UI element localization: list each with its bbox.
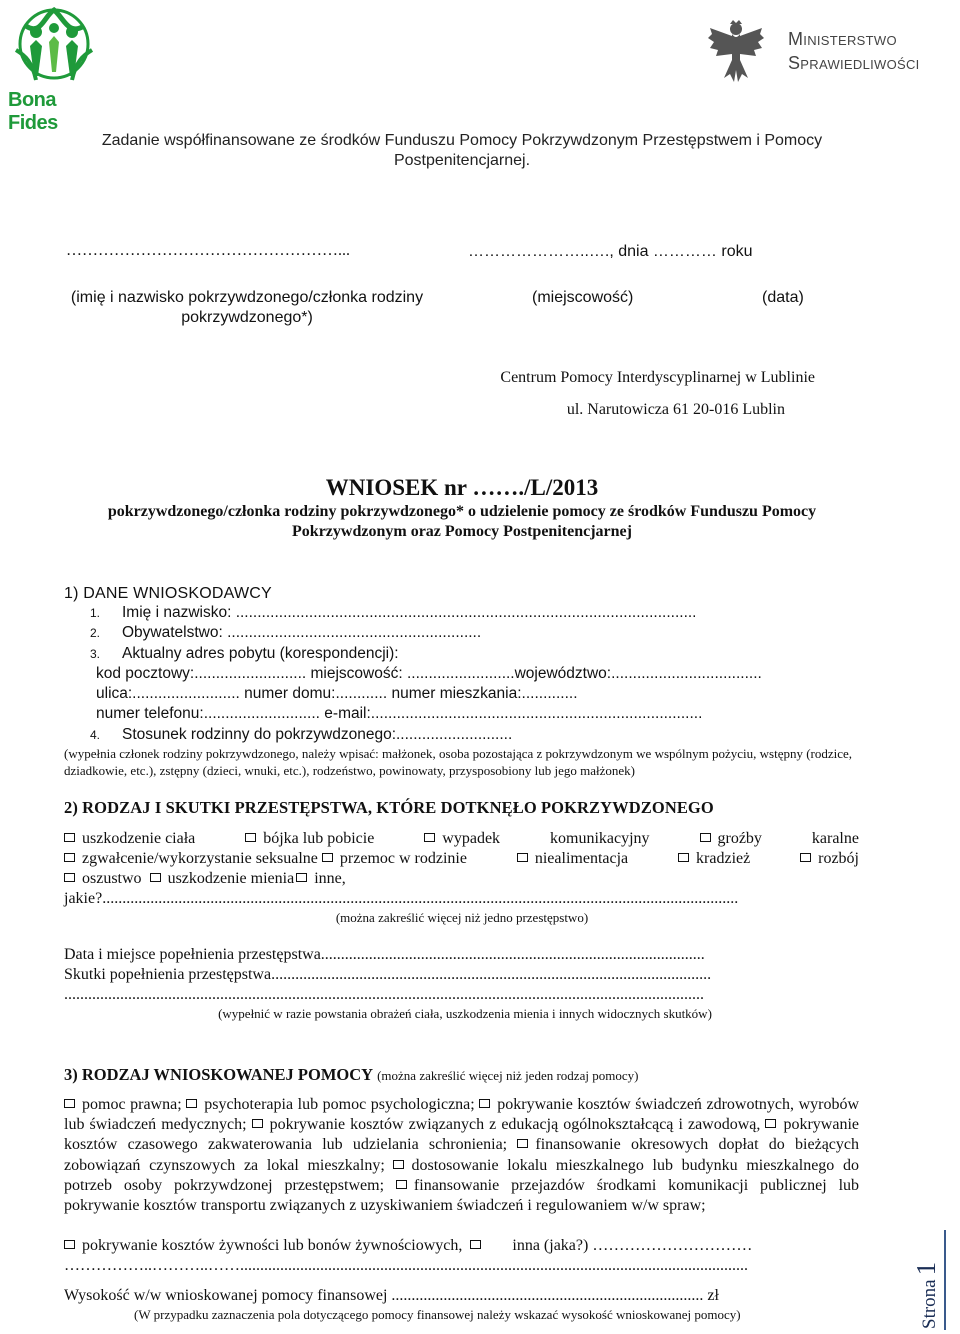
offence-row-3 xyxy=(64,869,346,889)
applicant-name-field: Imię i nazwisko: ........................................................................................................... xyxy=(122,604,697,621)
people-icon xyxy=(6,6,102,84)
form-title: WNIOSEK nr ……./L/2013 xyxy=(325,475,599,500)
list-number: 2. xyxy=(90,626,101,641)
offence-option[interactable]: niealimentacja xyxy=(517,849,628,869)
checkbox[interactable] xyxy=(64,1240,75,1249)
phone-email-field[interactable]: numer telefonu:........................... e-mail:............................................................................. xyxy=(96,705,703,723)
offence-option[interactable]: uszkodzenie ciała xyxy=(64,829,195,849)
help-option[interactable]: finansowanie okresowych dopłat do bieżących zobowiązań czynszowych za lokal mieszkalny; xyxy=(64,1136,860,1174)
place-caption: (miejscowość) xyxy=(532,289,634,306)
checkbox[interactable] xyxy=(517,853,528,862)
offence-option[interactable]: inne, xyxy=(294,870,346,887)
bona-fides-logo xyxy=(6,6,102,134)
offence-option[interactable]: groźby xyxy=(700,829,762,849)
date-caption: (data) xyxy=(762,289,804,306)
cofinance-note: Zadanie współfinansowane ze środków Funduszu Pomocy Pokrzywdzonym Przestępstwem i Pomocy Postpenitencjarnej. xyxy=(101,132,823,169)
section3-heading-note: (można zakreślić więcej niż jeden rodzaj pomocy) xyxy=(377,1068,639,1083)
amount-hint: (W przypadku zaznaczenia pola dotyczącego pomocy finansowej należy wskazać wysokość wnioskowanej pomocy) xyxy=(134,1307,741,1322)
ministry-name-line2: Sprawiedliwości xyxy=(788,53,920,73)
address-label: Aktualny adres pobytu (korespondencji): xyxy=(122,644,399,662)
bona-fides-logo-text: Bona Fides xyxy=(8,89,58,134)
help-option-other[interactable]: inna (jaka?) ………………………… xyxy=(512,1237,753,1254)
amount-field[interactable]: Wysokość w/w wnioskowanej pomocy finansowej .............................................................................. zł xyxy=(64,1287,719,1304)
postal-city-region-field[interactable]: kod pocztowy:.......................... miejscowość: .........................województwo:................................... xyxy=(96,664,762,682)
list-item[interactable] xyxy=(64,623,864,643)
help-option[interactable]: pokrywanie kosztów świadczeń zdrowotnych, wyrobów lub świadczeń medycznych; xyxy=(64,1096,860,1134)
relationship-note: (wypełnia członek rodziny pokrzywdzonego, należy wpisać: małżonek, osoba pozostająca z pokrzywdzonym we wspólnym pożyciu, wstępny (rodzice, dziadkowie, etc.), zstępny (dzieci, wnuki, etc.), rodzeństwo, powinowaty, przysposobiony lub jego małżonek) xyxy=(64,746,853,778)
checkbox[interactable] xyxy=(396,1180,407,1189)
offence-row-2 xyxy=(64,849,859,869)
checkbox[interactable] xyxy=(322,853,333,862)
checkbox[interactable] xyxy=(424,833,435,842)
street-house-flat-field[interactable]: ulica:......................... numer domu:............ numer mieszkania:............. xyxy=(96,685,578,703)
effects-field[interactable]: Skutki popełnienia przestępstwa.............................................................................................................. xyxy=(64,966,712,983)
checkbox[interactable] xyxy=(393,1160,404,1169)
offence-option[interactable]: kradzież xyxy=(678,849,750,869)
help-options xyxy=(64,1095,859,1216)
relationship-field: Stosunek rodzinny do pokrzywdzonego:........................... xyxy=(122,725,513,743)
section1-heading: 1) DANE WNIOSKODAWCY xyxy=(64,585,272,602)
help-option-food[interactable]: pokrywanie kosztów żywności lub bonów żywnościowych, xyxy=(82,1237,463,1254)
list-item[interactable] xyxy=(64,644,864,664)
offence-option[interactable]: rozbój xyxy=(800,849,859,869)
recipient-name: Centrum Pomocy Interdyscyplinarnej w Lublinie xyxy=(500,369,815,386)
checkbox[interactable] xyxy=(245,833,256,842)
help-option[interactable]: pokrywanie kosztów czasowego zakwaterowania lub udzielania schronienia; xyxy=(64,1116,859,1154)
offence-option[interactable]: wypadek xyxy=(424,829,500,849)
offence-option-word: komunikacyjny xyxy=(550,830,650,847)
offence-option[interactable]: uszkodzenie mienia xyxy=(150,870,295,887)
citizenship-field: Obywatelstwo: ........................................................... xyxy=(122,624,482,642)
help-other-field[interactable]: ……………..………..……............................................................................................................................... xyxy=(64,1257,748,1274)
offence-option-word: karalne xyxy=(811,830,859,847)
checkbox[interactable] xyxy=(186,1099,197,1108)
checkbox[interactable] xyxy=(678,853,689,862)
list-number: 4. xyxy=(90,727,101,742)
checkbox[interactable] xyxy=(64,833,75,842)
checkbox[interactable] xyxy=(700,833,711,842)
name-caption: (imię i nazwisko pokrzywdzonego/członka rodziny pokrzywdzonego*) xyxy=(70,289,424,326)
effects-hint: (wypełnić w razie powstania obrażeń ciała, uszkodzenia mienia i innych widocznych skutków) xyxy=(218,1006,712,1021)
help-option[interactable]: dostosowanie lokalu mieszkalnego lub budynku mieszkalnego do potrzeb osoby pokrzywdzonej przestępstwem; xyxy=(64,1156,859,1194)
checkbox[interactable] xyxy=(470,1240,481,1249)
checkbox[interactable] xyxy=(252,1119,263,1128)
list-number: 1. xyxy=(90,606,101,620)
recipient-street: ul. Narutowicza 61 20-016 Lublin xyxy=(566,401,785,418)
offence-other-field[interactable]: jakie?............................................................................................................................................................... xyxy=(64,890,739,907)
page-divider xyxy=(944,1230,946,1330)
checkbox[interactable] xyxy=(765,1119,776,1128)
name-dotted-field[interactable]: ……………………………………………... xyxy=(66,242,350,259)
help-option[interactable]: finansowanie przejazdów środkami komunikacji publicznej lub pokrywanie kosztów transportu związanych z uzyskiwaniem świadczeń i regulowaniem w/w spraw; xyxy=(64,1176,860,1215)
offence-row-1 xyxy=(64,829,859,849)
page-number xyxy=(906,1226,942,1332)
checkbox[interactable] xyxy=(150,873,161,882)
help-option[interactable]: psychoterapia lub pomoc psychologiczna; xyxy=(204,1096,480,1113)
ministry-name-line1: Ministerstwo xyxy=(788,29,897,49)
list-item[interactable] xyxy=(64,725,864,745)
help-option[interactable]: pokrywanie kosztów związanych z edukacją ogólnokształcącą i zawodową, xyxy=(269,1116,766,1134)
date-place-field[interactable]: Data i miejsce popełnienia przestępstwa................................................................................................ xyxy=(64,946,705,963)
page-word: Strona xyxy=(919,1279,940,1329)
checkbox[interactable] xyxy=(296,873,307,882)
checkbox[interactable] xyxy=(517,1139,528,1148)
ministry-logo xyxy=(706,20,956,84)
form-subtitle: pokrzywdzonego/członka rodziny pokrzywdzonego* o udzielenie pomocy ze środków Funduszu Pomocy Pokrzywdzonym oraz Pomocy Postpenitencjarnej xyxy=(107,503,817,540)
section3-heading-row xyxy=(64,1064,638,1086)
place-date-line[interactable]: …………………..…., dnia ………… roku xyxy=(468,243,753,260)
eagle-emblem-icon xyxy=(706,20,766,84)
help-option[interactable]: pomoc prawna; xyxy=(82,1096,187,1113)
section3-heading: 3) RODZAJ WNIOSKOWANEJ POMOCY xyxy=(64,1065,374,1084)
checkbox[interactable] xyxy=(479,1099,490,1108)
section1-list xyxy=(64,603,864,745)
checkbox[interactable] xyxy=(64,853,75,862)
effects-field-cont[interactable]: ................................................................................................................................................................ xyxy=(64,986,704,1003)
checkbox[interactable] xyxy=(64,1099,75,1108)
offence-hint: (można zakreślić więcej niż jedno przestępstwo) xyxy=(335,910,589,925)
page-num: 1 xyxy=(911,1261,941,1276)
list-item[interactable] xyxy=(64,603,864,623)
offence-option[interactable]: zgwałcenie/wykorzystanie seksualne przemoc w rodzinie xyxy=(64,849,467,869)
section2-heading: 2) RODZAJ I SKUTKI PRZESTĘPSTWA, KTÓRE DOTKNĘŁO POKRZYWDZONEGO xyxy=(64,798,714,817)
checkbox[interactable] xyxy=(800,853,811,862)
offence-option[interactable]: oszustwo xyxy=(64,870,142,887)
help-food-row xyxy=(64,1236,752,1256)
checkbox[interactable] xyxy=(64,873,75,882)
list-number: 3. xyxy=(90,646,101,661)
offence-option[interactable]: bójka lub pobicie xyxy=(245,829,374,849)
